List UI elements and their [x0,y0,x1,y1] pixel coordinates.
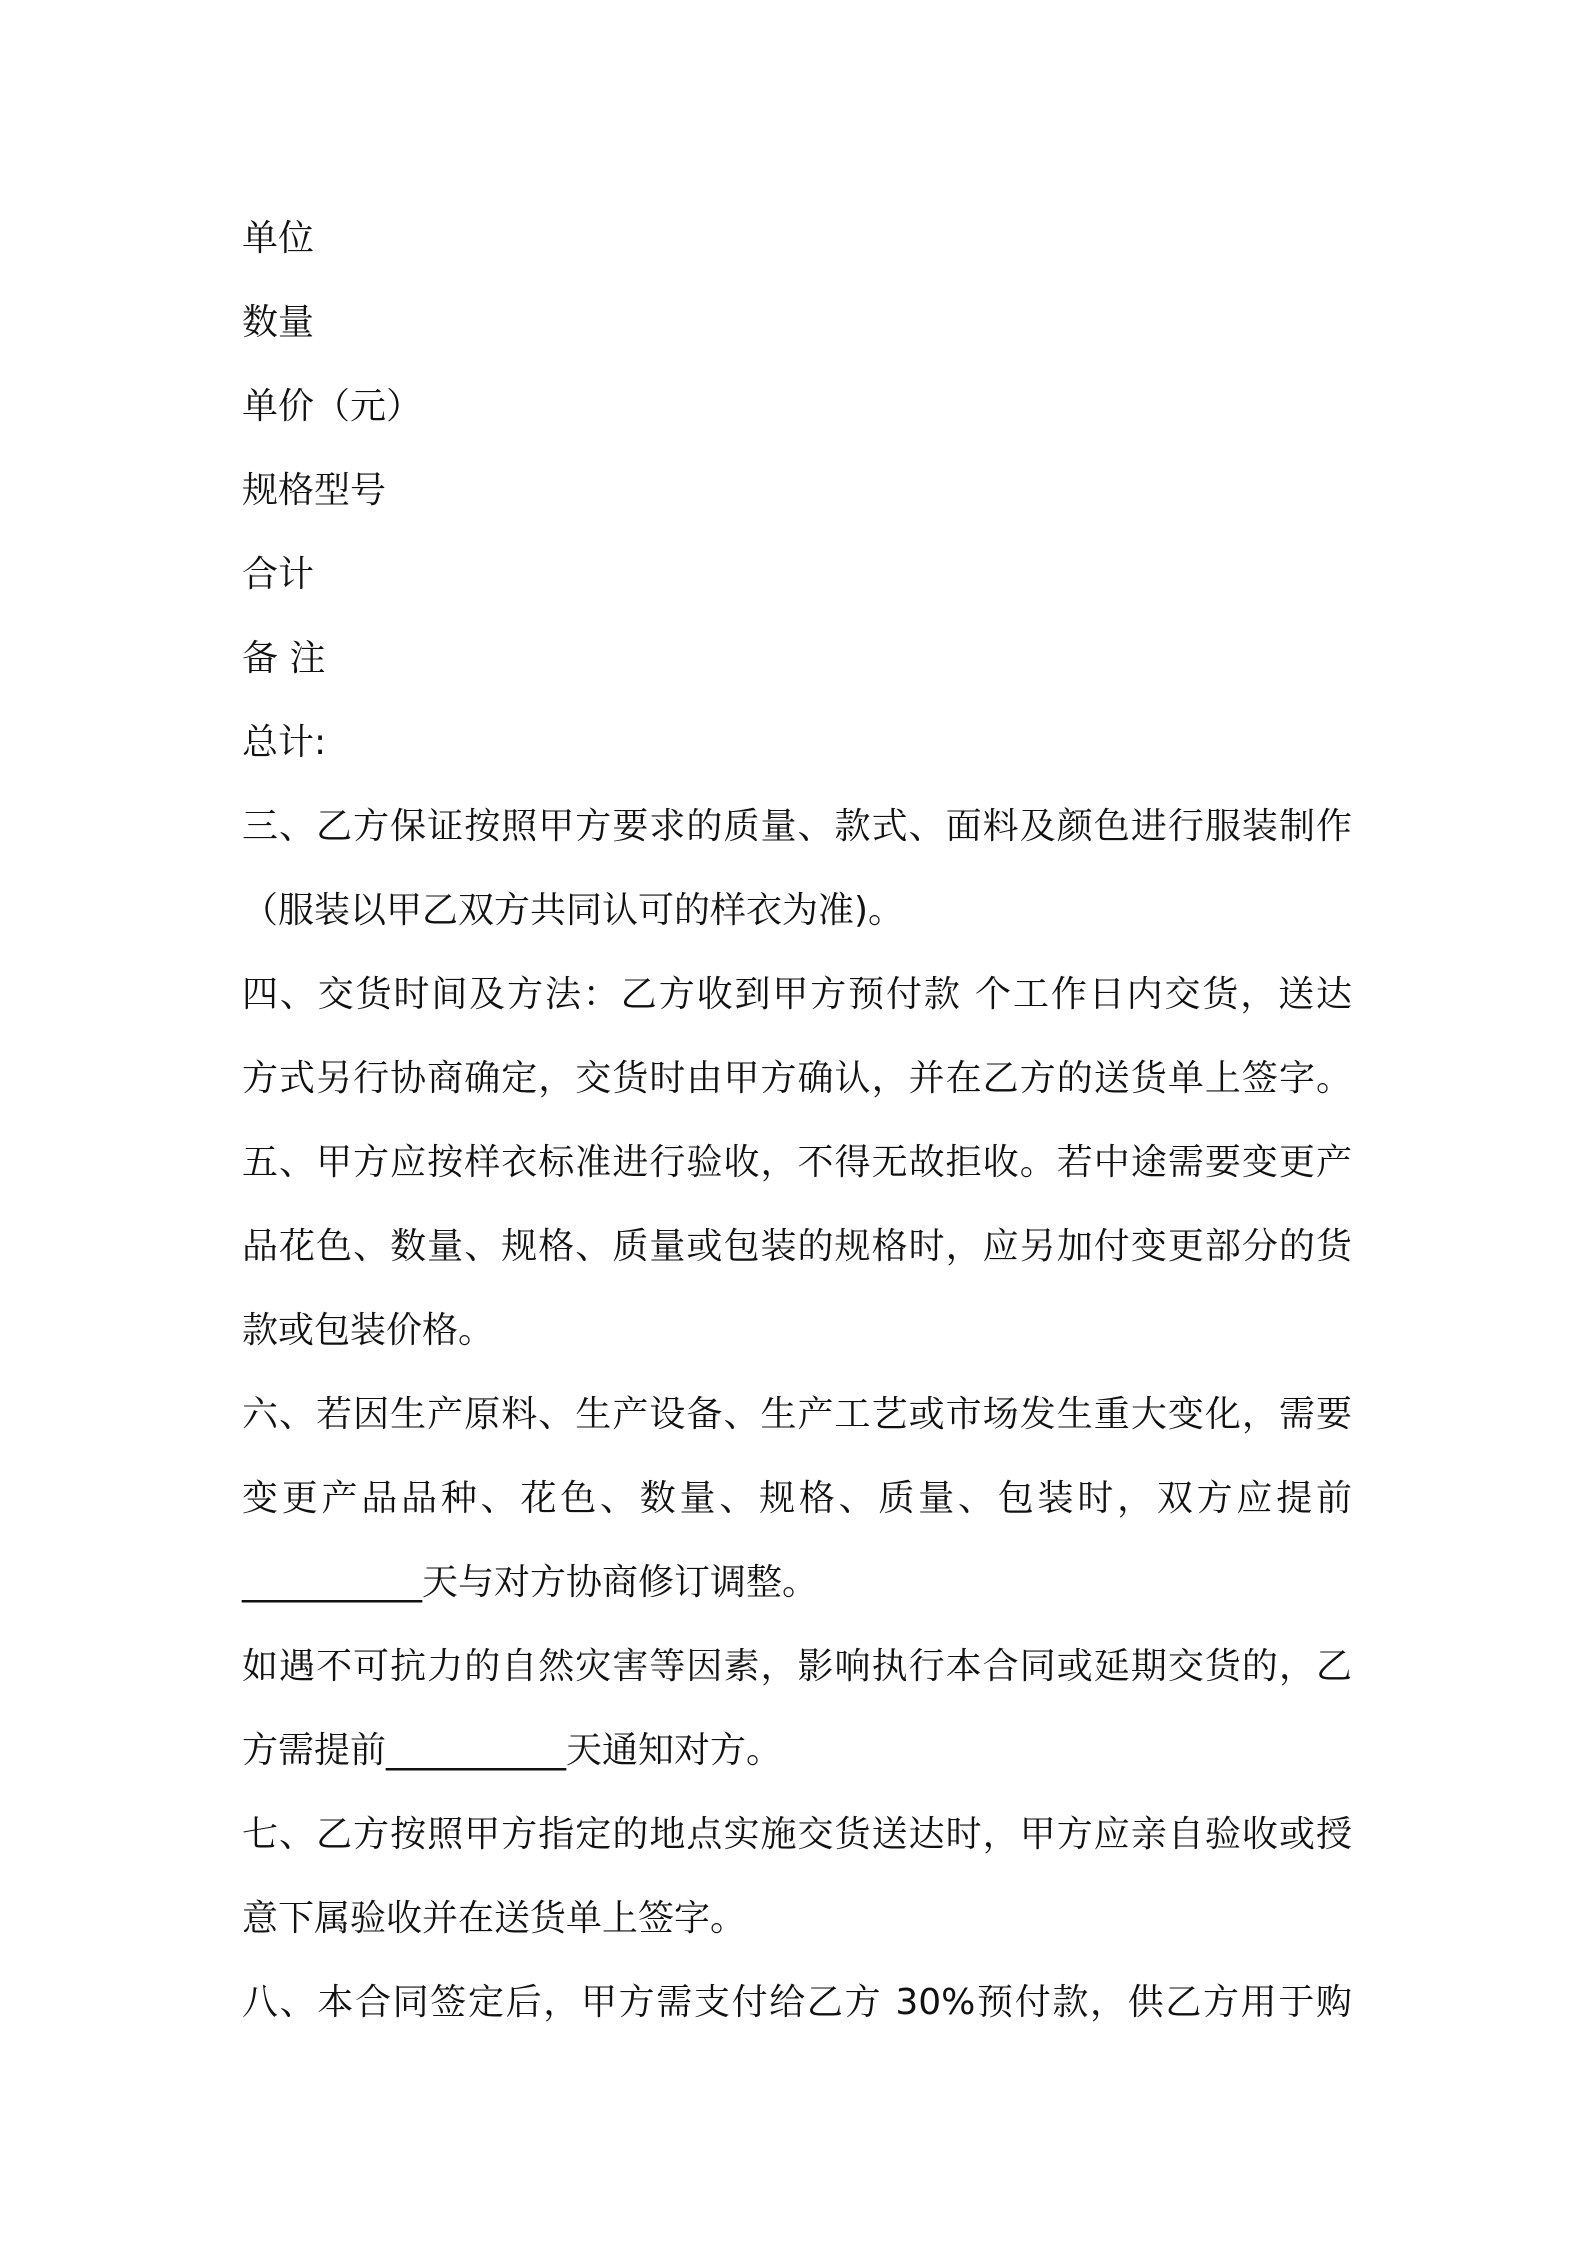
text-line: 方式另行协商确定，交货时由甲方确认，并在乙方的送货单上签字。 [242,1058,1352,1099]
document-body [242,197,1352,2045]
text-line: 五、甲方应按样衣标准进行验收，不得无故拒收。若中途需要变更产 [242,1142,1352,1183]
text-line: 七、乙方按照甲方指定的地点实施交货送达时，甲方应亲自验收或授 [242,1814,1352,1855]
text-line: 六、若因生产原料、生产设备、生产工艺或市场发生重大变化，需要 [242,1394,1352,1435]
text-line: 四、交货时间及方法：乙方收到甲方预付款 个工作日内交货，送达 [242,974,1352,1015]
text-line: 备 注 [242,638,326,679]
text-line: 单价（元） [242,386,423,427]
text-line: 单位 [242,218,315,259]
text-line: 品花色、数量、规格、质量或包装的规格时，应另加付变更部分的货 [242,1226,1352,1267]
text-line: __________天与对方协商修订调整。 [242,1562,819,1603]
text-line: 意下属验收并在送货单上签字。 [242,1898,747,1939]
text-line: 三、乙方保证按照甲方要求的质量、款式、面料及颜色进行服装制作 [242,806,1352,847]
text-line: 方需提前__________天通知对方。 [242,1730,783,1771]
text-line: 数量 [242,302,315,343]
text-line: 合计 [242,554,315,595]
text-line: （服装以甲乙双方共同认可的样衣为准)。 [242,890,905,931]
text-line: 如遇不可抗力的自然灾害等因素，影响执行本合同或延期交货的，乙 [242,1646,1352,1687]
text-line: 总计: [242,722,327,763]
text-line: 八、本合同签定后，甲方需支付给乙方 30%预付款，供乙方用于购 [242,1982,1352,2023]
text-line: 变更产品品种、花色、数量、规格、质量、包装时，双方应提前 [242,1478,1352,1519]
text-line: 规格型号 [242,470,387,511]
text-line: 款或包装价格。 [242,1310,495,1351]
